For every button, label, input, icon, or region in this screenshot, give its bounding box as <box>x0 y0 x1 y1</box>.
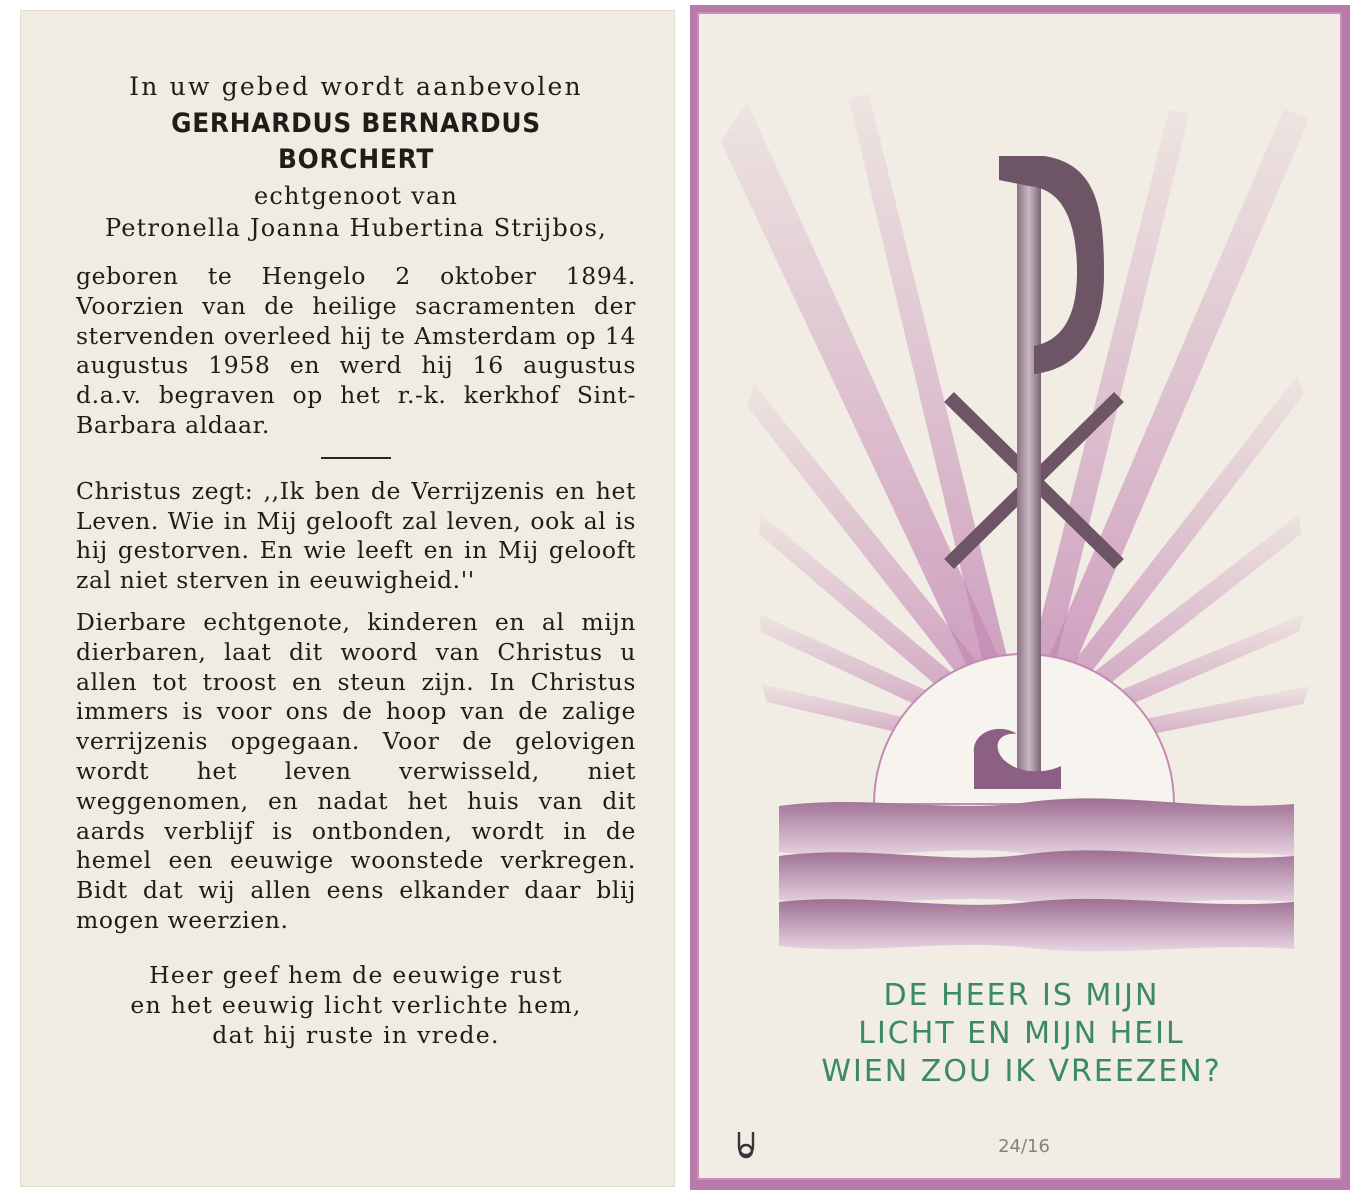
prayer-line-1: Heer geef hem de eeuwige rust <box>149 960 563 989</box>
intro-line: In uw gebed wordt aanbevolen <box>129 72 583 101</box>
obituary-text-block <box>76 72 636 1050</box>
print-number: 24/16 <box>998 1136 1050 1157</box>
motto-text <box>699 977 1344 1091</box>
spouse-prefix: echtgenoot van <box>253 182 459 210</box>
chi-rho-sunrise-illustration <box>699 14 1344 974</box>
motto-line-2: LICHT EN MIJN HEIL <box>858 1016 1185 1051</box>
prayer-line-2: en het eeuwig licht verlichte hem, <box>130 990 582 1019</box>
motto-line-1: DE HEER IS MIJN <box>883 978 1160 1013</box>
spouse-name: Petronella Joanna Hubertina Strijbos, <box>105 214 607 242</box>
closing-prayer <box>76 960 636 1050</box>
prayer-line-3: dat hij ruste in vrede. <box>212 1020 500 1049</box>
section-divider <box>321 457 391 459</box>
scripture-quote: Christus zegt: ,,Ik ben de Verrijzenis en het Leven. Wie in Mij gelooft zal leven, ook al is hij gestorven. En wie leeft en in Mij gelooft zal niet sterven in eeuwigheid.'' <box>76 476 636 595</box>
biography-paragraph: geboren te Hengelo 2 oktober 1894. Voorzien van de heilige sacramenten der stervenden overleed hij te Amsterdam op 14 augustus 1958 en werd hij 16 augustus d.a.v. begraven op het r.-k. kerkhof Sint-Barbara aldaar. <box>76 262 636 439</box>
card-face <box>697 12 1342 1180</box>
farewell-message: Dierbare echtgenote, kinderen en al mijn dierbaren, laat dit woord van Christus u allen tot troost en steun zijn. In Christus immers is voor ons de hoop van de zalige verrijzenis opgegaan. Voor de gelovigen wordt het leven verwisseld, niet weggenomen, en nadat het huis van dit aards verblijf is ontbonden, wordt in de hemel een eeuwige woonstede verkregen. Bidt dat wij allen eens elkander daar blij mogen weerzien. <box>76 607 636 934</box>
sea-waves <box>779 798 1294 951</box>
deceased-name: GERHARDUS BERNARDUS BORCHERT <box>171 108 541 175</box>
obituary-text-card <box>20 10 675 1187</box>
motto-line-3: WIEN ZOU IK VREEZEN? <box>821 1054 1222 1089</box>
devotional-image-card <box>690 5 1350 1190</box>
